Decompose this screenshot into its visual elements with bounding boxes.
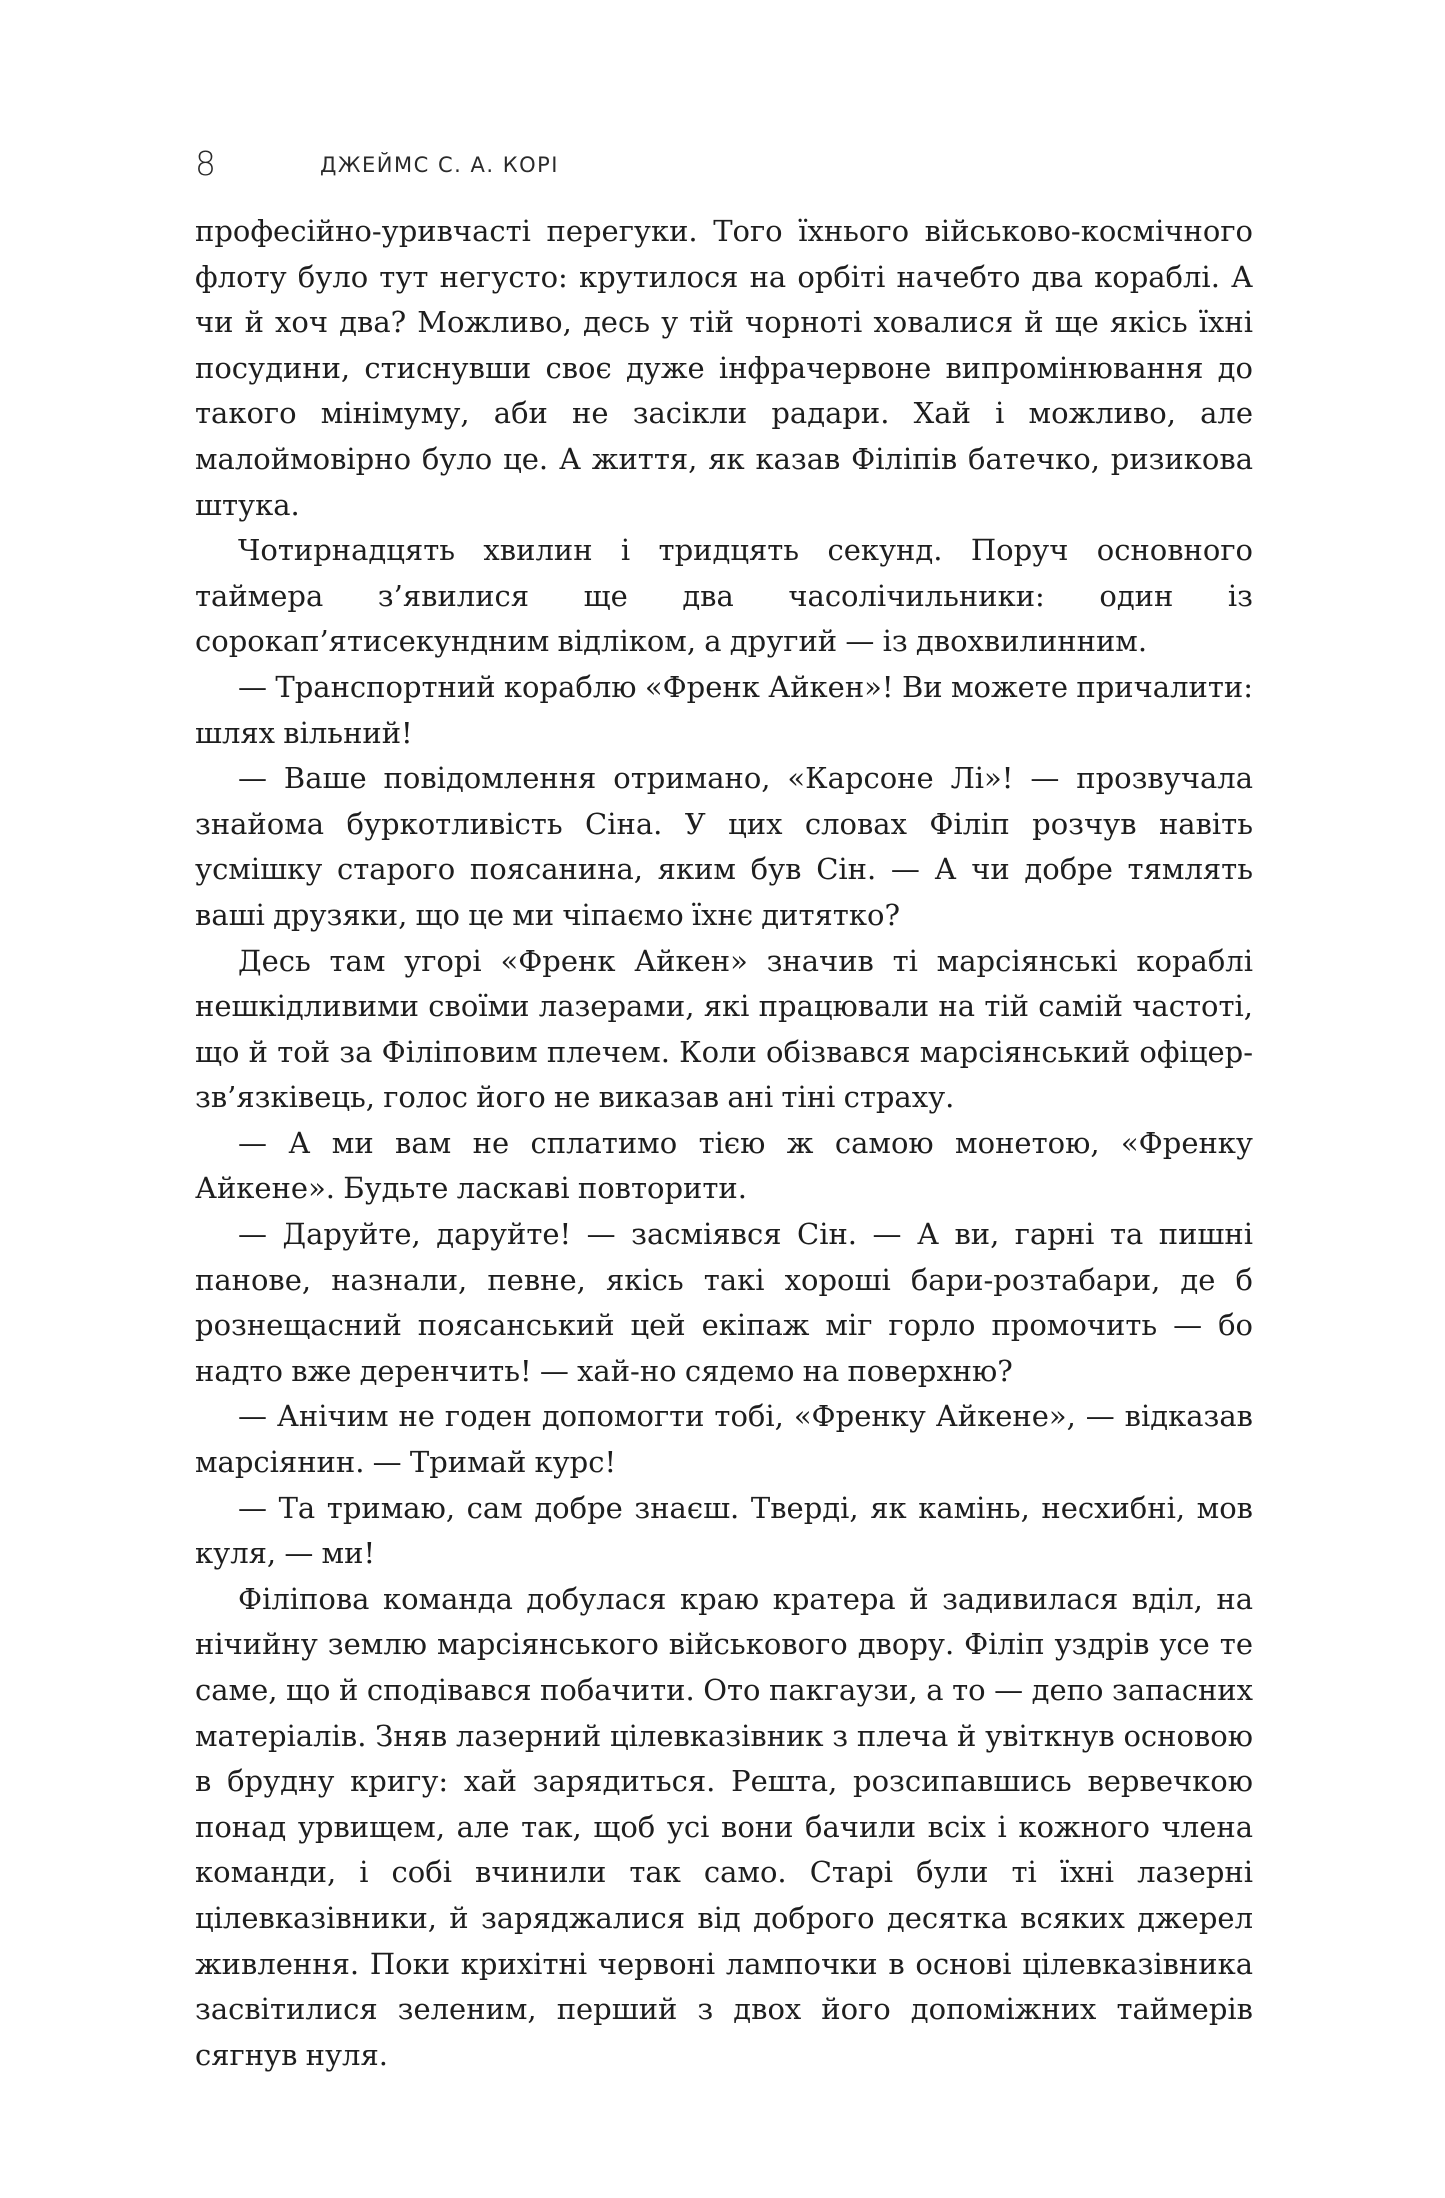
dialogue-paragraph: — Анічим не годен допомогти тобі, «Френку Айкене», — відказав марсіянин. — Тримай курс! bbox=[195, 1399, 1253, 1480]
running-title: ДЖЕЙМС С. А. КОРІ bbox=[320, 153, 559, 177]
paragraph: Чотирнадцять хвилин і тридцять секунд. Поруч основного таймера з’явилися ще два часолічильники: один із сорокап’ятисекундним відліком, а другий — із двохвилинним. bbox=[195, 533, 1253, 659]
body-text bbox=[195, 209, 1253, 2078]
page-number: 8 bbox=[195, 144, 216, 183]
paragraph: Десь там угорі «Френк Айкен» значив ті марсіянські кораблі нешкідливими своїми лазерами, які працювали на тій самій частоті, що й той за Філіповим плечем. Коли обізвався марсіянський офіцер-зв’язківець, голос його не виказав ані тіні страху. bbox=[195, 943, 1253, 1115]
dialogue-paragraph: — Транспортний кораблю «Френк Айкен»! Ви можете причалити: шлях вільний! bbox=[195, 669, 1253, 750]
dialogue-paragraph: — А ми вам не сплатимо тією ж самою монетою, «Френку Айкене». Будьте ласкаві повторити. bbox=[195, 1125, 1253, 1206]
paragraph-continuation: професійно-уривчасті перегуки. Того їхнього військово-космічного флоту було тут негусто: крутилося на орбіті начебто два кораблі. А чи й хоч два? Можливо, десь у тій чорноті ховалися й ще якісь їхні посудини, стиснувши своє дуже інфрачервоне випромінювання до такого мінімуму, аби не засікли радари. Хай і можливо, але малоймовірно було це. А життя, як казав Філіпів батечко, ризикова штука. bbox=[195, 214, 1253, 522]
dialogue-paragraph: — Ваше повідомлення отримано, «Карсоне Лі»! — прозвучала знайома буркотливість Сіна. У цих словах Філіп розчув навіть усмішку старого поясанина, яким був Сін. — А чи добре тямлять ваші друзяки, що це ми чіпаємо їхнє дитятко? bbox=[195, 761, 1253, 932]
dialogue-paragraph: — Та тримаю, сам добре знаєш. Тверді, як камінь, несхибні, мов куля, — ми! bbox=[195, 1490, 1253, 1571]
dialogue-paragraph: — Даруйте, даруйте! — засміявся Сін. — А ви, гарні та пишні панове, назнали, певне, якісь такі хороші бари-розтабари, де б рознещасний поясанський цей екіпаж міг горло промочить — бо надто вже деренчить! — хай-но сядемо на поверхню? bbox=[195, 1217, 1253, 1388]
paragraph: Філіпова команда добулася краю кратера й задивилася вділ, на нічийну землю марсіянського військового двору. Філіп уздрів усе те саме, що й сподівався побачити. Ото пакгаузи, а то — депо запасних матеріалів. Зняв лазерний цілевказівник з плеча й увіткнув основою в брудну кригу: хай зарядиться. Решта, розсипавшись вервечкою понад урвищем, але так, щоб усі вони бачили всіх і кожного члена команди, і собі вчинили так само. Старі були ті їхні лазерні цілевказівники, й заряджалися від доброго десятка всяких джерел живлення. Поки крихітні червоні лампочки в основі цілевказівника засвітилися зеленим, перший з двох його допоміжних таймерів сягнув нуля. bbox=[195, 1581, 1253, 2072]
